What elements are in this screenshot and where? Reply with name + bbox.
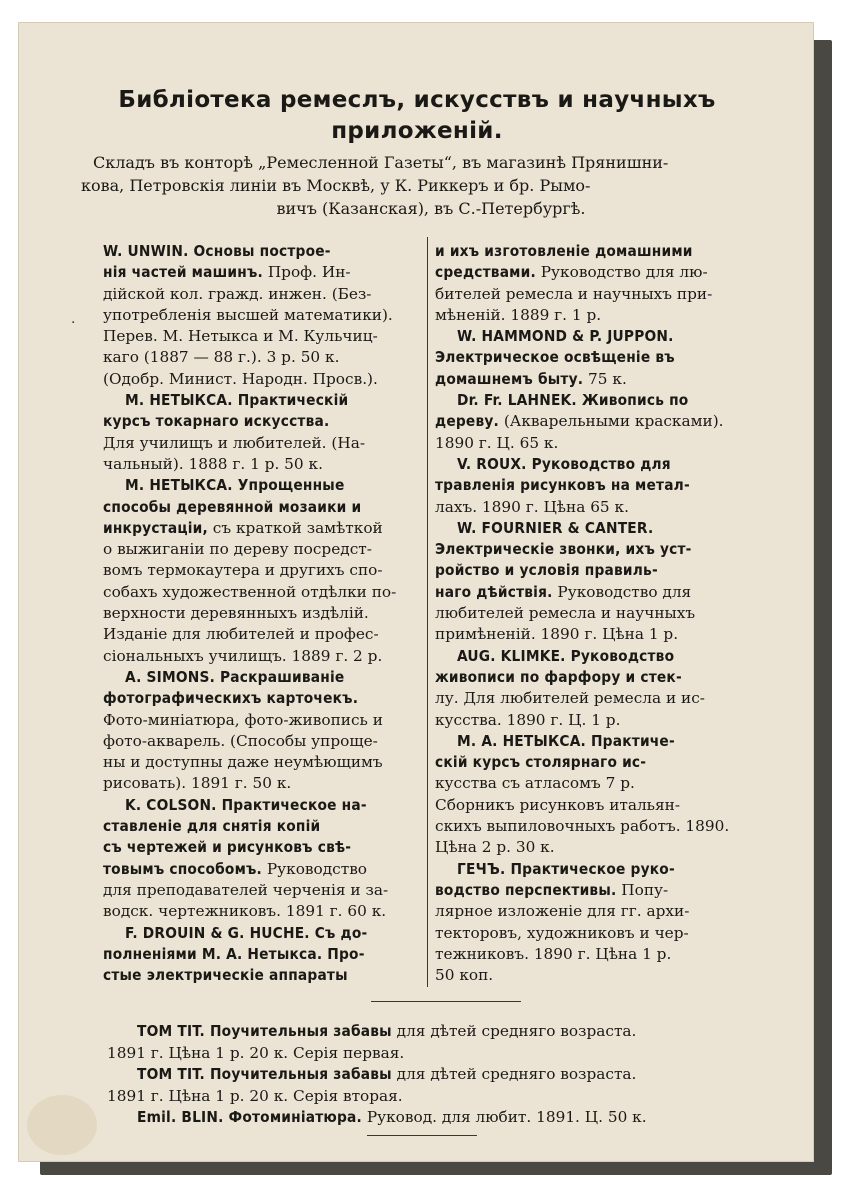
entry-bold-text: наго дѣйствія.: [435, 582, 553, 601]
entry-bold-text: W. FOURNIER & CANTER.: [457, 518, 654, 537]
left_col-line: [103, 475, 427, 496]
left_col-line: [103, 326, 427, 347]
entry-plain-text: 1891 г. Цѣна 1 р. 20 к. Серія первая.: [107, 1043, 405, 1062]
entry-bold-text: W. HAMMOND & P. JUPPON.: [457, 327, 674, 346]
right-column: [435, 241, 755, 986]
bottom-line: [107, 1043, 787, 1065]
entry-bold-text: и ихъ изготовленіе домашними: [435, 242, 693, 260]
left_col-line: [103, 710, 427, 731]
entry-bold-text: курсъ токарнаго искусства.: [103, 412, 330, 431]
right_col-line: [435, 773, 755, 794]
page-title: [19, 85, 815, 147]
entry-plain-text: чальный). 1888 г. 1 р. 50 к.: [103, 454, 323, 473]
entry-plain-text: 1891 г. Цѣна 1 р. 20 к. Серія вторая.: [107, 1086, 403, 1105]
left_col-line: [103, 518, 427, 539]
entry-plain-text: кусства. 1890 г. Ц. 1 р.: [435, 710, 621, 729]
right_col-line: [435, 369, 755, 390]
intro-line-3: вичъ (Казанская), въ С.-Петербургѣ.: [276, 199, 586, 218]
entry-plain-text: скихъ выпиловочныхъ работъ. 1890.: [435, 817, 730, 836]
right_col-line: [435, 497, 755, 518]
entry-plain-text: (Одобр. Минист. Народн. Просв.).: [103, 369, 378, 388]
entry-plain-text: Руководство для лю-: [535, 263, 708, 282]
left-column: [103, 241, 427, 986]
title-line-2: приложеній.: [331, 118, 503, 144]
left_col-line: [103, 305, 427, 326]
entry-plain-text: рисовать). 1891 г. 50 к.: [103, 774, 292, 793]
left_col-line: [103, 731, 427, 752]
right_col-line: [435, 880, 755, 901]
section-divider: [371, 1001, 521, 1002]
left_col-line: [103, 880, 427, 901]
right_col-line: [435, 582, 755, 603]
right_col-line: [435, 433, 755, 454]
intro-paragraph: [81, 151, 781, 220]
left_col-line: [103, 795, 427, 816]
left_col-line: [103, 816, 427, 837]
left_col-line: [103, 560, 427, 581]
right_col-line: [435, 454, 755, 475]
right_col-line: [435, 752, 755, 773]
right_col-line: [435, 390, 755, 411]
entry-bold-text: W. UNWIN. Основы построе-: [103, 242, 331, 260]
intro-line-2: кова, Петровскія линіи въ Москвѣ, у К. Риккеръ и бр. Рымо-: [81, 176, 591, 195]
entry-plain-text: лахъ. 1890 г. Цѣна 65 к.: [435, 497, 629, 516]
right_col-line: [435, 603, 755, 624]
right_col-line: [435, 710, 755, 731]
entry-bold-text: средствами.: [435, 263, 536, 282]
entry-plain-text: Сборникъ рисунковъ итальян-: [435, 795, 681, 814]
entry-plain-text: вомъ термокаутера и другихъ спо-: [103, 561, 383, 580]
right_col-line: [435, 539, 755, 560]
right_col-line: [435, 241, 755, 262]
entry-plain-text: для преподавателей черченія и за-: [103, 880, 389, 899]
intro-line-1: Складъ въ конторѣ „Ремесленной Газеты“, въ магазинѣ Прянишни-: [93, 153, 669, 172]
entry-plain-text: верхности деревянныхъ издѣлій.: [103, 604, 369, 623]
entry-bold-text: Электрическое освѣщеніе въ: [435, 348, 675, 367]
bottom-listing: [107, 1021, 787, 1129]
right_col-line: [435, 347, 755, 368]
right_col-line: [435, 411, 755, 432]
entry-plain-text: дійской кол. гражд. инжен. (Без-: [103, 284, 372, 303]
entry-plain-text: о выжиганіи по дереву посредст-: [103, 540, 372, 559]
right_col-line: [435, 646, 755, 667]
entry-bold-text: М. НЕТЫКСА. Практическій: [125, 391, 349, 410]
right_col-line: [435, 731, 755, 752]
right_col-line: [435, 688, 755, 709]
entry-bold-text: съ чертежей и рисунковъ свѣ-: [103, 838, 352, 857]
entry-plain-text: любителей ремесла и научныхъ: [435, 604, 696, 623]
entry-bold-text: ГЕЧЪ. Практическое руко-: [457, 859, 675, 878]
left_col-line: [103, 241, 427, 262]
right_col-line: [435, 305, 755, 326]
entry-plain-text: для дѣтей средняго возраста.: [391, 1022, 637, 1040]
entry-plain-text: употребленія высшей математики).: [103, 305, 393, 324]
left_col-line: [103, 624, 427, 645]
entry-plain-text: собахъ художественной отдѣлки по-: [103, 582, 397, 601]
right_col-line: [435, 837, 755, 858]
right_col-line: [435, 901, 755, 922]
entry-plain-text: Изданіе для любителей и профес-: [103, 625, 379, 644]
entry-bold-text: травленія рисунковъ на метал-: [435, 476, 690, 495]
entry-plain-text: Попу-: [616, 880, 669, 899]
right_col-line: [435, 624, 755, 645]
entry-plain-text: Руковод. для любит. 1891. Ц. 50 к.: [361, 1108, 647, 1126]
left_col-line: [103, 859, 427, 880]
entry-bold-text: дереву.: [435, 412, 499, 431]
entry-plain-text: текторовъ, художниковъ и чер-: [435, 923, 689, 942]
left_col-line: [103, 539, 427, 560]
left_col-line: [103, 901, 427, 922]
left_col-line: [103, 497, 427, 518]
bottom-line: [107, 1086, 787, 1108]
entry-plain-text: Цѣна 2 р. 30 к.: [435, 838, 555, 857]
entry-plain-text: Проф. Ин-: [262, 263, 351, 282]
entry-bold-text: способы деревянной мозаики и: [103, 497, 362, 516]
right_col-line: [435, 795, 755, 816]
entry-plain-text: (Акварельными красками).: [498, 412, 724, 431]
bottom-line: [107, 1064, 787, 1086]
entry-plain-text: Руководство для: [552, 582, 692, 601]
left_col-line: [103, 603, 427, 624]
entry-plain-text: Фото-миніатюра, фото-живопись и: [103, 710, 383, 729]
right_col-line: [435, 475, 755, 496]
left_col-line: [103, 752, 427, 773]
right_col-line: [435, 859, 755, 880]
entry-bold-text: ройство и условія правиль-: [435, 561, 658, 580]
left_col-line: [103, 646, 427, 667]
entry-bold-text: TOM TIT. Поучительныя забавы: [137, 1022, 392, 1040]
entry-bold-text: полненіями М. А. Нетыкса. Про-: [103, 944, 365, 963]
entry-bold-text: скій курсъ столярнаго ис-: [435, 753, 647, 772]
left_col-line: [103, 837, 427, 858]
entry-bold-text: TOM TIT. Поучительныя забавы: [137, 1065, 392, 1083]
left_col-line: [103, 582, 427, 603]
entry-bold-text: живописи по фарфору и стек-: [435, 667, 682, 686]
entry-bold-text: инкрустаціи,: [103, 518, 208, 537]
column-divider: [427, 237, 428, 987]
left_col-line: [103, 284, 427, 305]
entry-bold-text: фотографическихъ карточекъ.: [103, 689, 359, 708]
entry-bold-text: домашнемъ быту.: [435, 369, 584, 388]
right_col-line: [435, 816, 755, 837]
left_col-line: [103, 688, 427, 709]
right_col-line: [435, 944, 755, 965]
entry-plain-text: кусства съ атласомъ 7 р.: [435, 774, 635, 793]
entry-bold-text: Emil. BLIN. Фотоминіатюра.: [137, 1108, 362, 1126]
left_col-line: [103, 262, 427, 283]
entry-bold-text: товымъ способомъ.: [103, 859, 262, 878]
right_col-line: [435, 560, 755, 581]
entry-plain-text: съ краткой замѣткой: [207, 518, 383, 537]
entry-plain-text: ны и доступны даже неумѣющимъ: [103, 753, 383, 772]
entry-bold-text: V. ROUX. Руководство для: [457, 454, 671, 473]
left_col-line: [103, 390, 427, 411]
entry-plain-text: водск. чертежниковъ. 1891 г. 60 к.: [103, 902, 387, 921]
right_col-line: [435, 326, 755, 347]
left_col-line: [103, 369, 427, 390]
margin-mark: ·: [71, 315, 76, 331]
left_col-line: [103, 433, 427, 454]
left_col-line: [103, 965, 427, 986]
entry-plain-text: Перев. М. Нетыкса и М. Кульчиц-: [103, 327, 378, 346]
entry-plain-text: для дѣтей средняго возраста.: [391, 1065, 637, 1083]
entry-bold-text: М. НЕТЫКСА. Упрощенные: [125, 476, 345, 495]
entry-bold-text: AUG. KLIMKE. Руководство: [457, 646, 675, 665]
entry-plain-text: 50 коп.: [435, 966, 494, 985]
entry-plain-text: лу. Для любителей ремесла и ис-: [435, 689, 705, 708]
entry-plain-text: тежниковъ. 1890 г. Цѣна 1 р.: [435, 944, 672, 963]
entry-plain-text: мѣненій. 1889 г. 1 р.: [435, 305, 602, 324]
title-line-1: Библіотека ремеслъ, искусствъ и научныхъ: [118, 87, 716, 113]
entry-plain-text: бителей ремесла и научныхъ при-: [435, 284, 713, 303]
left_col-line: [103, 347, 427, 368]
entry-plain-text: Для училищъ и любителей. (На-: [103, 433, 366, 452]
entry-bold-text: F. DROUIN & G. HUCHE. Съ до-: [125, 923, 368, 942]
entry-bold-text: K. COLSON. Практическое на-: [125, 795, 367, 814]
right_col-line: [435, 965, 755, 986]
bottom-line: [107, 1107, 787, 1129]
left_col-line: [103, 773, 427, 794]
entry-bold-text: ставленіе для снятія копій: [103, 817, 321, 836]
entry-plain-text: примѣненій. 1890 г. Цѣна 1 р.: [435, 625, 679, 644]
entry-bold-text: Электрическіе звонки, ихъ уст-: [435, 540, 692, 559]
entry-plain-text: фото-акварель. (Способы упроще-: [103, 731, 378, 750]
entry-plain-text: лярное изложеніе для гг. архи-: [435, 902, 690, 921]
entry-bold-text: стые электрическіе аппараты: [103, 966, 348, 985]
left_col-line: [103, 454, 427, 475]
left_col-line: [103, 667, 427, 688]
right_col-line: [435, 284, 755, 305]
entry-plain-text: каго (1887 — 88 г.). 3 р. 50 к.: [103, 348, 340, 367]
entry-bold-text: A. SIMONS. Раскрашиваніе: [125, 667, 345, 686]
book-back-cover: [18, 22, 814, 1162]
right_col-line: [435, 262, 755, 283]
left_col-line: [103, 411, 427, 432]
left_col-line: [103, 944, 427, 965]
left_col-line: [103, 923, 427, 944]
entry-plain-text: 1890 г. Ц. 65 к.: [435, 433, 559, 452]
entry-bold-text: водство перспективы.: [435, 880, 617, 899]
entry-plain-text: 75 к.: [583, 369, 627, 388]
entry-bold-text: нія частей машинъ.: [103, 263, 263, 282]
right_col-line: [435, 667, 755, 688]
entry-plain-text: Руководство: [262, 859, 368, 878]
entry-plain-text: сіональныхъ училищъ. 1889 г. 2 р.: [103, 646, 383, 665]
right_col-line: [435, 518, 755, 539]
right_col-line: [435, 923, 755, 944]
end-divider: [367, 1135, 477, 1136]
entry-bold-text: Dr. Fr. LAHNEK. Живопись по: [457, 391, 689, 410]
bottom-line: [107, 1021, 787, 1043]
entry-bold-text: М. А. НЕТЫКСА. Практиче-: [457, 731, 675, 750]
